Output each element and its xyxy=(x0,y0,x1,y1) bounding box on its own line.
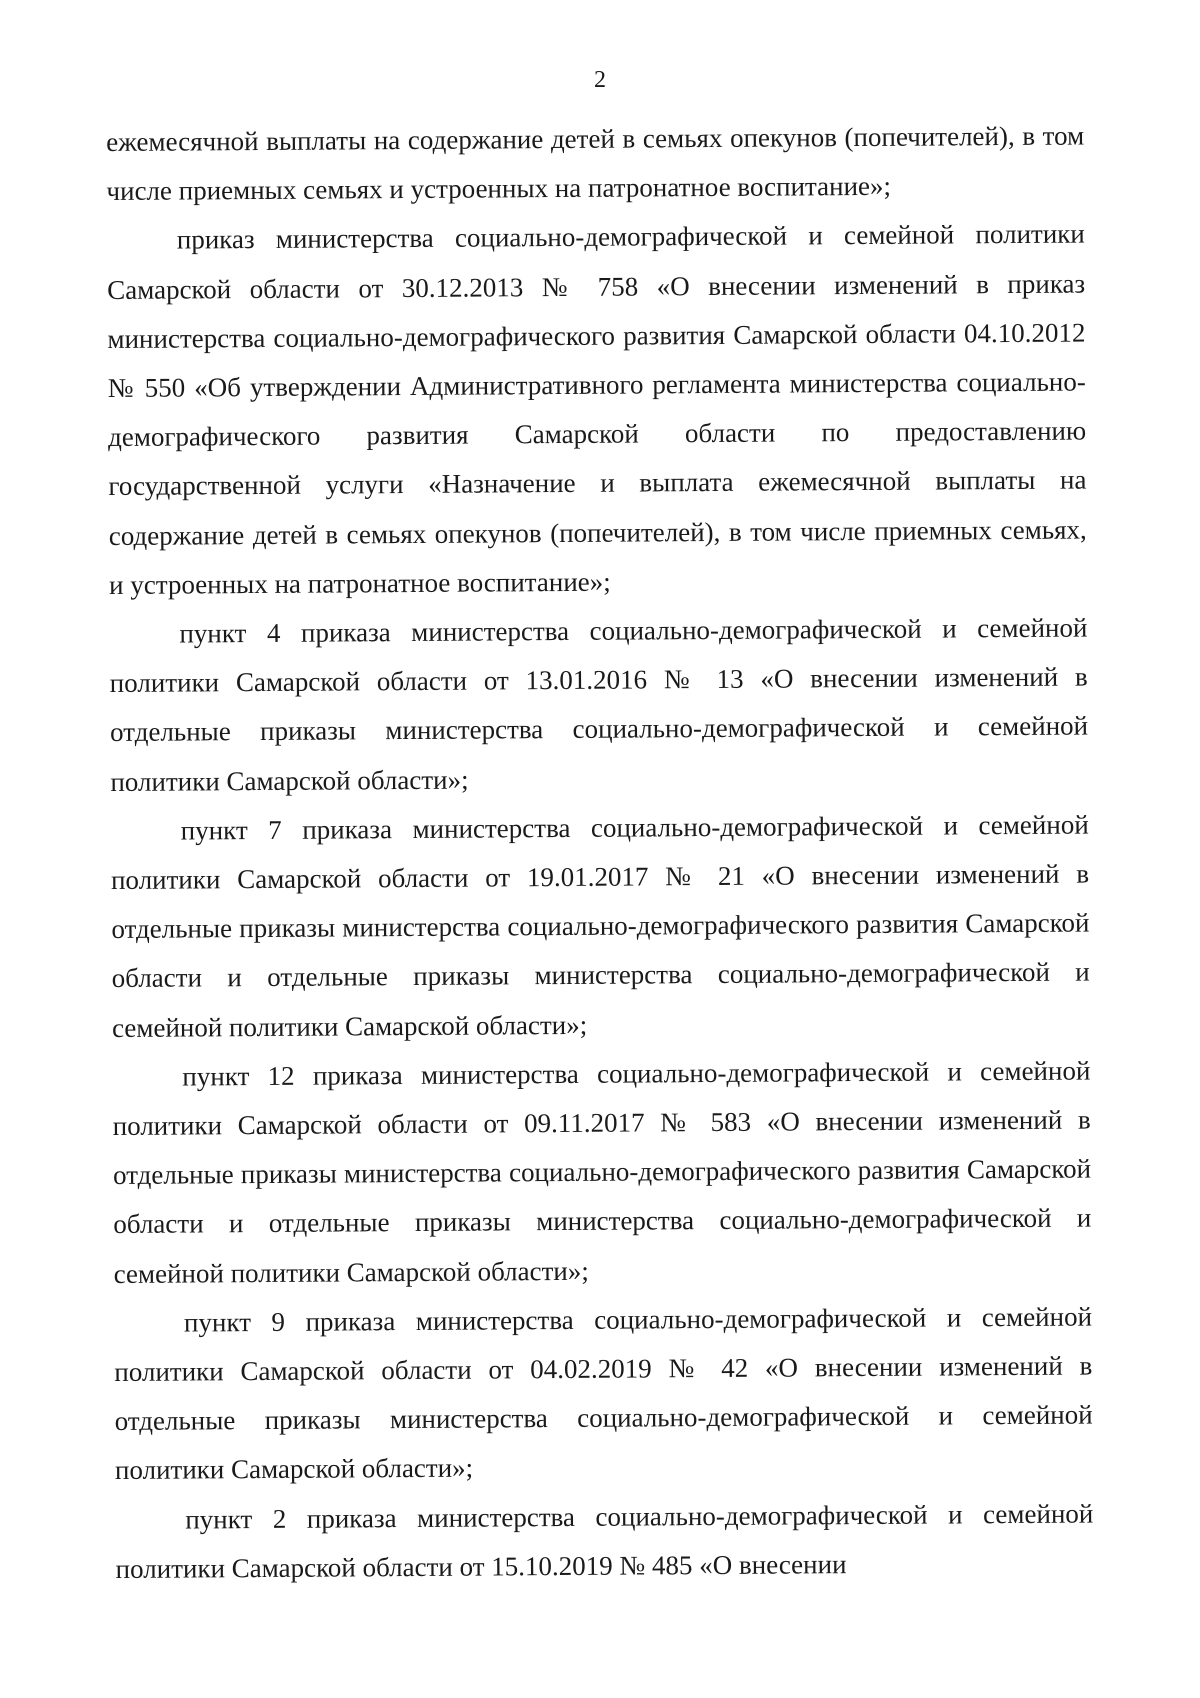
paragraph-continuation: ежемесячной выплаты на содержание детей в семьях опекунов (попечителей), в том числе приемных семьях и устроенных на патронатное воспитание»; xyxy=(106,120,1085,207)
paragraph-item-7-order-2017-21: пункт 7 приказа министерства социально-демографической и семейной политики Самарской области от 19.01.2017 № 21 «О внесении изменений в отдельные приказы министерства социально-демографического развития Самарской области и отдельные приказы министерства социально-демографической и семейной политики Самарской области»; xyxy=(110,809,1090,1043)
page-number: 2 xyxy=(594,67,606,93)
document-body xyxy=(106,112,1094,1595)
paragraph-item-4-order-2016-13: пункт 4 приказа министерства социально-демографической и семейной политики Самарской области от 13.01.2016 № 13 «О внесении изменений в отдельные приказы министерства социально-демографической и семейной политики Самарской области»; xyxy=(109,612,1089,797)
paragraph-item-2-order-2019-485: пункт 2 приказа министерства социально-демографической и семейной политики Самарской области от 15.10.2019 № 485 «О внесении xyxy=(115,1498,1094,1584)
paragraph-order-2013-758: приказ министерства социально-демографической и семейной политики Самарской области от 30.12.2013 № 758 «О внесении изменений в приказ министерства социально-демографического развития Самарской области 04.10.2012 № 550 «Об утверждении Административного регламента министерства социально-демографического развития Самарской области по предоставлению государственной услуги «Назначение и выплата ежемесячной выплаты на содержание детей в семьях опекунов (попечителей), в том числе приемных семьях, и устроенных на патронатное воспитание»; xyxy=(107,218,1087,600)
paragraph-item-12-order-2017-583: пункт 12 приказа министерства социально-демографической и семейной политики Самарской области от 09.11.2017 № 583 «О внесении изменений в отдельные приказы министерства социально-демографического развития Самарской области и отдельные приказы министерства социально-демографической и семейной политики Самарской области»; xyxy=(112,1055,1092,1289)
paragraph-item-9-order-2019-42: пункт 9 приказа министерства социально-демографической и семейной политики Самарской области от 04.02.2019 № 42 «О внесении изменений в отдельные приказы министерства социально-демографической и семейной политики Самарской области»; xyxy=(114,1301,1093,1486)
